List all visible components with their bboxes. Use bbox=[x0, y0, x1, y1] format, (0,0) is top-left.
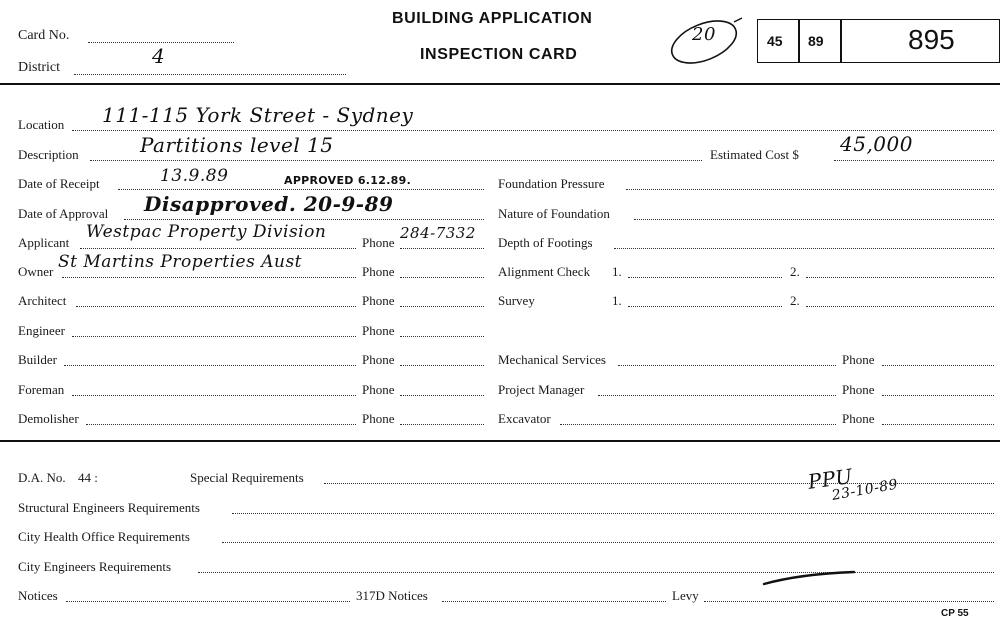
foundation-pressure-line bbox=[626, 189, 994, 190]
structural-requirements-line bbox=[232, 513, 994, 514]
date-of-receipt-line bbox=[118, 189, 484, 190]
card-no-line bbox=[88, 42, 234, 43]
alignment-check-1-label: 1. bbox=[612, 264, 622, 279]
box-divider-1 bbox=[798, 19, 800, 63]
approved-stamp: APPROVED 6.12.89. bbox=[284, 174, 412, 187]
handwritten-dash-icon bbox=[760, 568, 860, 590]
mechanical-services-phone-line bbox=[882, 365, 994, 366]
alignment-check-label: Alignment Check bbox=[498, 264, 591, 279]
box-code-b: 89 bbox=[808, 33, 824, 49]
ppu-note: PPU bbox=[806, 463, 855, 494]
notices-317d-label: 317D Notices bbox=[356, 588, 428, 603]
survey-2-label: 2. bbox=[790, 293, 800, 308]
district-value: 4 bbox=[152, 44, 166, 68]
project-manager-line bbox=[598, 395, 836, 396]
mechanical-services-line bbox=[618, 365, 836, 366]
reference-box bbox=[757, 19, 1000, 63]
date-of-receipt-value: 13.9.89 bbox=[160, 166, 229, 186]
demolisher-label: Demolisher bbox=[18, 411, 79, 426]
demolisher-line bbox=[86, 424, 356, 425]
excavator-label: Excavator bbox=[498, 411, 551, 426]
da-no-value: 44 : bbox=[78, 470, 98, 485]
estimated-cost-value: 45,000 bbox=[840, 132, 913, 156]
description-line bbox=[90, 160, 702, 161]
notices-line bbox=[66, 601, 350, 602]
date-of-approval-line bbox=[124, 219, 484, 220]
estimated-cost-line bbox=[834, 160, 994, 161]
builder-label: Builder bbox=[18, 352, 57, 367]
date-of-approval-value: Disapproved. 20-9-89 bbox=[144, 192, 394, 216]
description-label: Description bbox=[18, 147, 79, 162]
architect-label: Architect bbox=[18, 293, 67, 308]
depth-of-footings-label: Depth of Footings bbox=[498, 235, 593, 250]
location-line bbox=[72, 130, 994, 131]
foreman-label: Foreman bbox=[18, 382, 65, 397]
district-label: District bbox=[18, 60, 60, 75]
nature-of-foundation-label: Nature of Foundation bbox=[498, 206, 610, 221]
owner-phone-label: Phone bbox=[362, 264, 395, 279]
owner-phone-line bbox=[400, 277, 484, 278]
estimated-cost-label: Estimated Cost $ bbox=[710, 147, 799, 162]
section-rule bbox=[0, 440, 1000, 442]
survey-1-label: 1. bbox=[612, 293, 622, 308]
notices-317d-line bbox=[442, 601, 666, 602]
excavator-line bbox=[560, 424, 836, 425]
foundation-pressure-label: Foundation Pressure bbox=[498, 176, 605, 191]
builder-phone-line bbox=[400, 365, 484, 366]
health-requirements-label: City Health Office Requirements bbox=[18, 529, 190, 544]
applicant-phone-value: 284-7332 bbox=[400, 224, 476, 242]
city-engineers-requirements-line bbox=[198, 572, 994, 573]
project-manager-label: Project Manager bbox=[498, 382, 585, 397]
owner-label: Owner bbox=[18, 264, 54, 279]
excavator-phone-label: Phone bbox=[842, 411, 875, 426]
architect-line bbox=[76, 306, 356, 307]
project-manager-phone-line bbox=[882, 395, 994, 396]
date-of-approval-label: Date of Approval bbox=[18, 206, 109, 221]
health-requirements-line bbox=[222, 542, 994, 543]
project-manager-phone-label: Phone bbox=[842, 382, 875, 397]
alignment-check-1-line bbox=[628, 277, 782, 278]
card-number: 895 bbox=[908, 24, 955, 55]
da-no-label: D.A. No. bbox=[18, 470, 66, 485]
architect-phone-line bbox=[400, 306, 484, 307]
applicant-phone-label: Phone bbox=[362, 235, 395, 250]
depth-of-footings-line bbox=[614, 248, 994, 249]
demolisher-phone-line bbox=[400, 424, 484, 425]
foreman-phone-line bbox=[400, 395, 484, 396]
engineer-phone-line bbox=[400, 336, 484, 337]
engineer-label: Engineer bbox=[18, 323, 65, 338]
builder-phone-label: Phone bbox=[362, 352, 395, 367]
circled-mark-text: 20 bbox=[692, 24, 716, 45]
form-code: CP 55 bbox=[941, 608, 969, 619]
header-rule bbox=[0, 83, 1000, 85]
mechanical-services-label: Mechanical Services bbox=[498, 352, 606, 367]
owner-value: St Martins Properties Aust bbox=[58, 252, 303, 272]
applicant-phone-line bbox=[400, 248, 484, 249]
location-value: 111-115 York Street - Sydney bbox=[102, 103, 414, 127]
demolisher-phone-label: Phone bbox=[362, 411, 395, 426]
engineer-phone-label: Phone bbox=[362, 323, 395, 338]
box-divider-2 bbox=[840, 19, 842, 63]
architect-phone-label: Phone bbox=[362, 293, 395, 308]
ppu-date: 23-10-89 bbox=[830, 476, 900, 504]
survey-label: Survey bbox=[498, 293, 535, 308]
applicant-value: Westpac Property Division bbox=[86, 222, 327, 242]
description-value: Partitions level 15 bbox=[140, 133, 334, 157]
owner-line bbox=[62, 277, 356, 278]
card-no-label: Card No. bbox=[18, 28, 70, 43]
structural-requirements-label: Structural Engineers Requirements bbox=[18, 500, 200, 515]
applicant-label: Applicant bbox=[18, 235, 70, 250]
special-requirements-label: Special Requirements bbox=[190, 470, 304, 485]
notices-label: Notices bbox=[18, 588, 58, 603]
foreman-phone-label: Phone bbox=[362, 382, 395, 397]
levy-label: Levy bbox=[672, 588, 699, 603]
engineer-line bbox=[72, 336, 356, 337]
survey-2-line bbox=[806, 306, 994, 307]
box-code-a: 45 bbox=[767, 33, 783, 49]
district-line bbox=[74, 74, 346, 75]
applicant-line bbox=[80, 248, 356, 249]
alignment-check-2-line bbox=[806, 277, 994, 278]
levy-line bbox=[704, 601, 994, 602]
location-label: Location bbox=[18, 117, 65, 132]
survey-1-line bbox=[628, 306, 782, 307]
foreman-line bbox=[72, 395, 356, 396]
form-title-line1: BUILDING APPLICATION bbox=[392, 10, 593, 27]
excavator-phone-line bbox=[882, 424, 994, 425]
builder-line bbox=[64, 365, 356, 366]
city-engineers-requirements-label: City Engineers Requirements bbox=[18, 559, 172, 574]
date-of-receipt-label: Date of Receipt bbox=[18, 176, 100, 191]
form-title-line2: INSPECTION CARD bbox=[420, 46, 578, 63]
mechanical-services-phone-label: Phone bbox=[842, 352, 875, 367]
alignment-check-2-label: 2. bbox=[790, 264, 800, 279]
nature-of-foundation-line bbox=[634, 219, 994, 220]
